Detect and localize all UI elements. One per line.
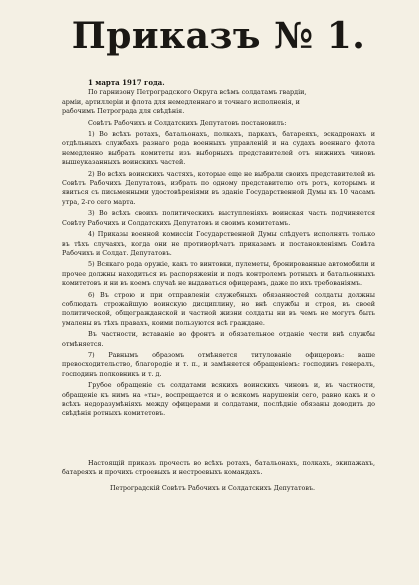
preamble: Совѣтъ Рабочихъ и Солдатскихъ Депутатовъ постановилъ: [88, 118, 287, 127]
document-date: 1 марта 1917 года. [88, 78, 165, 87]
point-6-note: Въ частности, вставаніе во фронтъ и обязательное отданіе чести внѣ службы отмѣняется. [62, 330, 375, 348]
signature: Петроградскій Совѣтъ Рабочихъ и Солдатскихъ Депутатовъ. [110, 484, 316, 493]
point-7-note: Грубое обращеніе съ солдатами всякихъ воинскихъ чиновъ и, въ частности, обращеніе къ нимъ на «ты», воспрещается и о всякомъ нарушеніи сего, равно какъ и о всѣхъ недоразумѣніяхъ между офицерами и солдатами, послѣдніе обязаны доводить до свѣдѣнія ротныхъ комитетовъ. [62, 381, 375, 418]
point-2: 2) Во всѣхъ воинскихъ частяхъ, которые еще не выбрали своихъ представителей въ Совѣтъ Рабочихъ Депутатовъ, избрать по одному представителю отъ ротъ, которымъ и явиться съ письменными удостовѣреніями въ зданіе Государственной Думы къ 10 часамъ утра, 2-го сего марта. [62, 169, 375, 206]
point-4: 4) Приказы военной комиссіи Государственной Думы слѣдуетъ исполнять только въ тѣхъ случаяхъ, когда они не противорѣчатъ приказамъ и постановленіямъ Совѣта Рабочихъ и Солдат. Депутатовъ. [62, 230, 375, 257]
intro-line: По гарнизону Петроградского Округа всѣмъ солдатамъ гвардіи, [88, 88, 307, 97]
intro-block [62, 88, 375, 116]
spacer [62, 419, 375, 459]
point-1: 1) Во всѣхъ ротахъ, батальонахъ, полкахъ, паркахъ, батареяхъ, эскадронахъ и отдѣльныхъ службахъ разнаго рода военныхъ управленій и на судахъ военнаго флота немедленно выбрать комитеты изъ выборныхъ представителей отъ нижнихъ чиновъ вышеуказанныхъ воинскихъ частей. [62, 130, 375, 167]
closing-instruction: Настоящій приказъ прочесть во всѣхъ ротахъ, батальонахъ, полкахъ, экипажахъ, батареяхъ и прочихъ строевыхъ и нестроевыхъ командахъ. [62, 458, 375, 477]
point-3: 3) Во всѣхъ своихъ политическихъ выступленіяхъ воинская часть подчиняется Совѣту Рабочихъ и Солдатскихъ Депутатовъ и своимъ комитетамъ. [62, 209, 375, 227]
point-6: 6) Въ строю и при отправленіи служебныхъ обязанностей солдаты должны соблюдать строжайшую воинскую дисциплину, но внѣ службы и строя, въ своей политической, общегражданской и частной жизни солдаты ни въ чемъ не могутъ быть умалены въ тѣхъ правахъ, коими пользуются всѣ граждане. [62, 290, 375, 327]
document-title: Приказъ № 1. [71, 15, 366, 57]
point-7: 7) Равнымъ образомъ отмѣняется титулованіе офицеровъ: ваше превосходительство, благородіе и т. п., и замѣняется обращеніемъ: господинъ генералъ, господинъ полковникъ и т. д. [62, 350, 375, 378]
intro-line: рабочимъ Петрограда для свѣдѣнія. [62, 107, 185, 116]
point-5: 5) Всякаго рода оружіе, какъ то винтовки, пулеметы, бронированные автомобили и прочее должны находиться въ распоряженіи и подъ контролемъ ротныхъ и батальонныхъ комитетовъ и ни въ коемъ случаѣ не выдаваться офицерамъ, даже по ихъ требованіямъ. [62, 260, 375, 288]
intro-line: армiи, артиллерiи и флота для немедленнаго и точнаго исполненія, и [62, 97, 300, 106]
